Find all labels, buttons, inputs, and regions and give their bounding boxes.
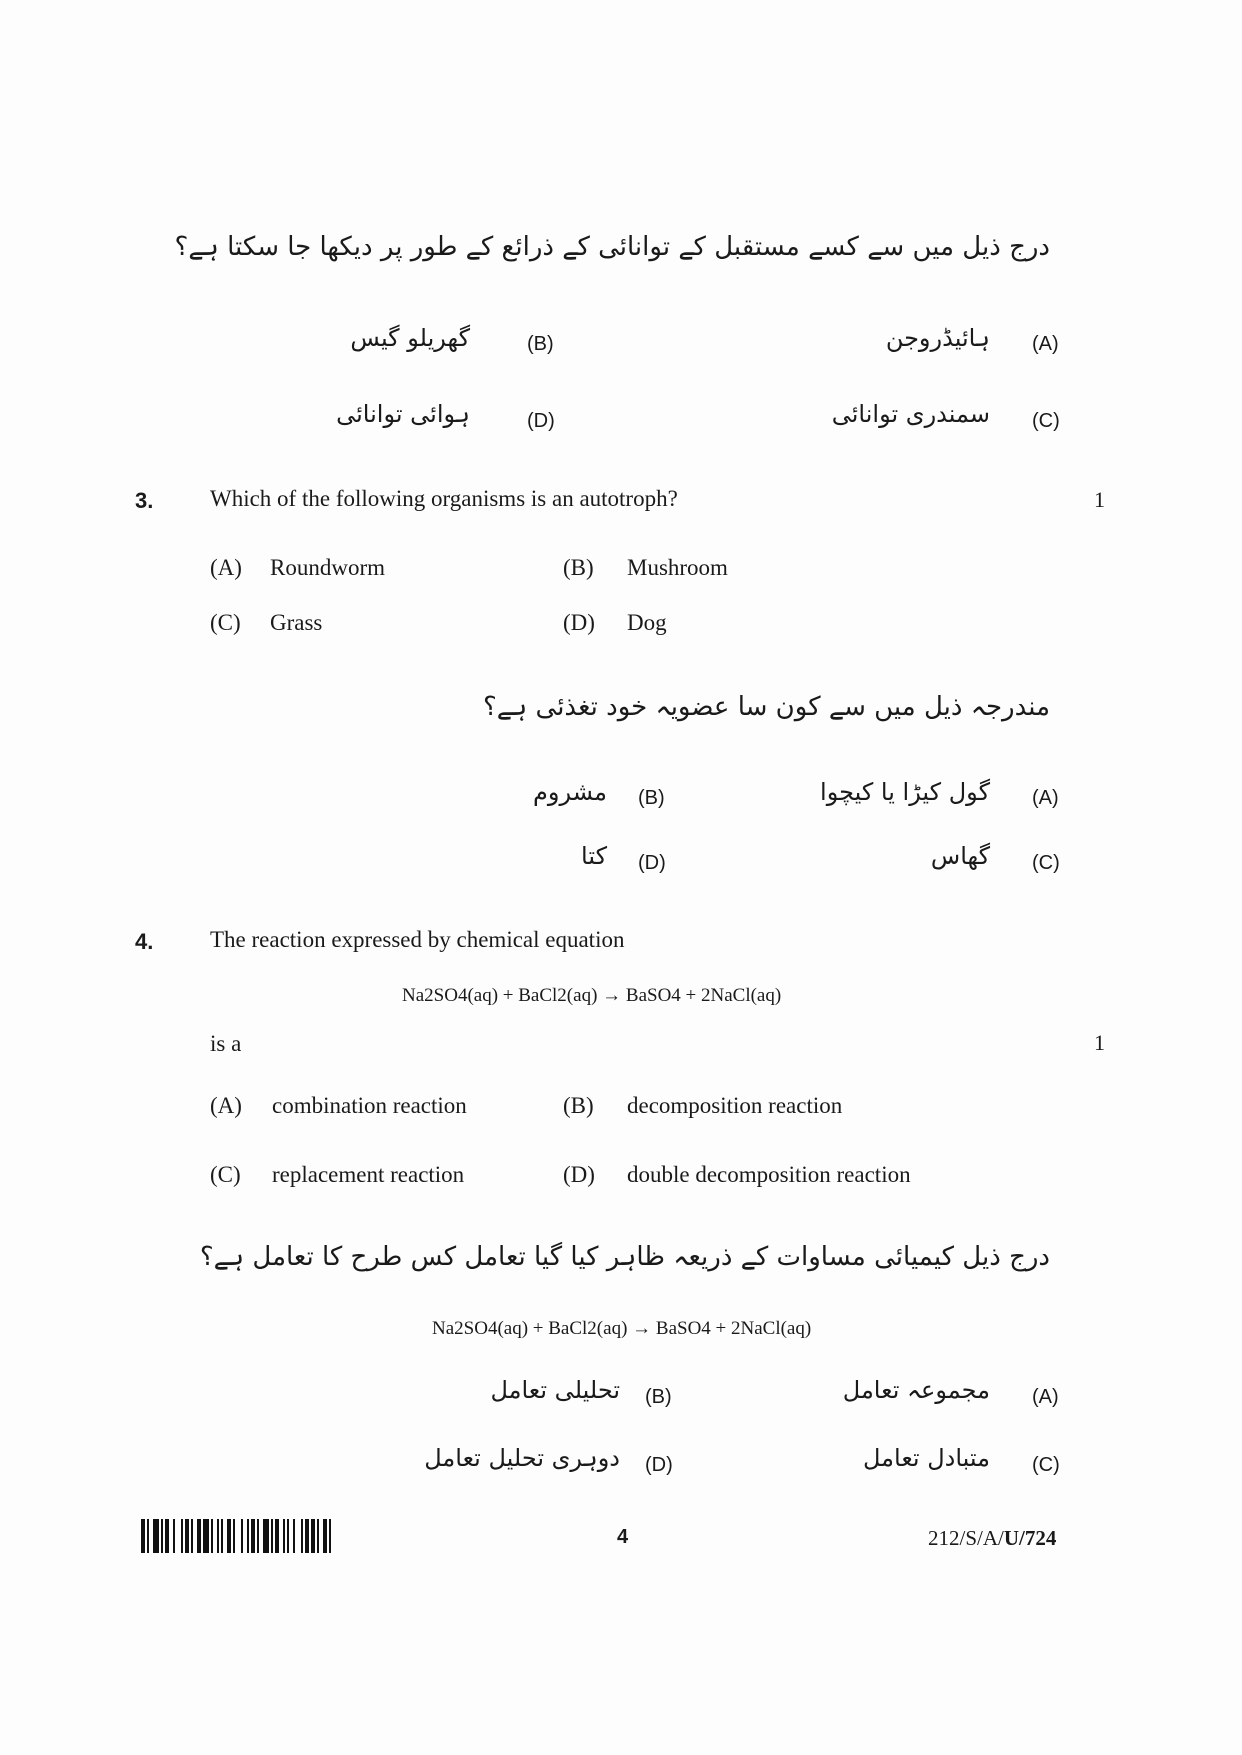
q2-urdu-option-b-text: گھریلو گیس (350, 324, 470, 352)
barcode-bar (331, 1519, 337, 1553)
q3-urdu-option-a-text: گول کیڑا یا کیچوا (820, 778, 990, 806)
q3-option-d-label: (D) (563, 610, 595, 635)
q3-urdu-question: مندرجہ ذیل میں سے کون سا عضویہ خود تغذئی ہے؟ (482, 692, 1050, 722)
paper-code-prefix: 212/S/A/ (928, 1526, 1004, 1550)
q4-urdu-option-a-label: (A) (1032, 1386, 1059, 1408)
q3-marks: 1 (1094, 487, 1105, 512)
q4-number: 4. (135, 929, 154, 954)
q3-urdu-option-d-label: (D) (638, 852, 666, 874)
q3-urdu-option-d-text: کتا (581, 842, 607, 870)
q3-option-c-text: Grass (270, 610, 323, 635)
q4-option-c-text: replacement reaction (272, 1162, 465, 1187)
q4-urdu-option-d-text: دوہری تحلیل تعامل (424, 1444, 620, 1472)
q3-option-a-label: (A) (210, 555, 242, 580)
q2-urdu-option-c-label: (C) (1032, 410, 1060, 432)
q3-option-a-text: Roundworm (270, 555, 385, 580)
q4-option-b-label: (B) (563, 1093, 594, 1118)
barcode (141, 1519, 431, 1553)
q4-option-a-text: combination reaction (272, 1093, 467, 1118)
q4-urdu-option-b-text: تحلیلی تعامل (490, 1376, 620, 1404)
q4-urdu-option-b-label: (B) (645, 1386, 672, 1408)
q2-urdu-option-a-text: ہائیڈروجن (885, 324, 990, 352)
q2-urdu-question: درج ذیل میں سے کسے مستقبل کے توانائی کے ذرائع کے طور پر دیکھا جا سکتا ہے؟ (174, 232, 1050, 262)
q4-option-c-label: (C) (210, 1162, 241, 1187)
q3-urdu-option-b-text: مشروم (533, 778, 607, 806)
q2-urdu-option-c-text: سمندری توانائی (831, 400, 990, 428)
q4-option-a-label: (A) (210, 1093, 242, 1118)
q3-option-c-label: (C) (210, 610, 241, 635)
q4-urdu-option-d-label: (D) (645, 1454, 673, 1476)
q4-urdu-question: درج ذیل کیمیائی مساوات کے ذریعہ ظاہر کیا گیا تعامل کس طرح کا تعامل ہے؟ (199, 1242, 1050, 1272)
q3-urdu-option-a-label: (A) (1032, 787, 1059, 809)
q2-urdu-option-d-text: ہوائی توانائی (336, 400, 470, 428)
page-number: 4 (617, 1526, 629, 1548)
q3-urdu-option-c-text: گھاس (930, 842, 990, 870)
q2-urdu-option-b-label: (B) (527, 333, 554, 355)
q2-urdu-option-d-label: (D) (527, 410, 555, 432)
q4-question-tail: is a (210, 1031, 242, 1056)
q3-question: Which of the following organisms is an autotroph? (210, 486, 678, 511)
q4-urdu-option-c-text: متبادل تعامل (862, 1444, 990, 1472)
q3-option-b-label: (B) (563, 555, 594, 580)
q3-urdu-option-c-label: (C) (1032, 852, 1060, 874)
q4-urdu-equation: Na2SO4(aq) + BaCl2(aq) → BaSO4 + 2NaCl(aq) (432, 1318, 812, 1339)
q4-marks: 1 (1094, 1030, 1105, 1055)
q2-urdu-option-a-label: (A) (1032, 333, 1059, 355)
q4-urdu-option-a-text: مجموعہ تعامل (842, 1376, 990, 1404)
q3-urdu-option-b-label: (B) (638, 787, 665, 809)
q4-option-d-text: double decomposition reaction (627, 1162, 911, 1187)
q4-option-d-label: (D) (563, 1162, 595, 1187)
q3-option-b-text: Mushroom (627, 555, 728, 580)
q4-equation: Na2SO4(aq) + BaCl2(aq) → BaSO4 + 2NaCl(aq) (402, 985, 782, 1006)
q4-option-b-text: decomposition reaction (627, 1093, 843, 1118)
paper-code-suffix: /724 (1019, 1526, 1057, 1550)
q4-question: The reaction expressed by chemical equation (210, 927, 625, 952)
q3-option-d-text: Dog (627, 610, 667, 635)
q4-urdu-option-c-label: (C) (1032, 1454, 1060, 1476)
paper-code (928, 1526, 1056, 1551)
q3-number: 3. (135, 488, 154, 513)
paper-code-bold: U (1003, 1526, 1020, 1550)
